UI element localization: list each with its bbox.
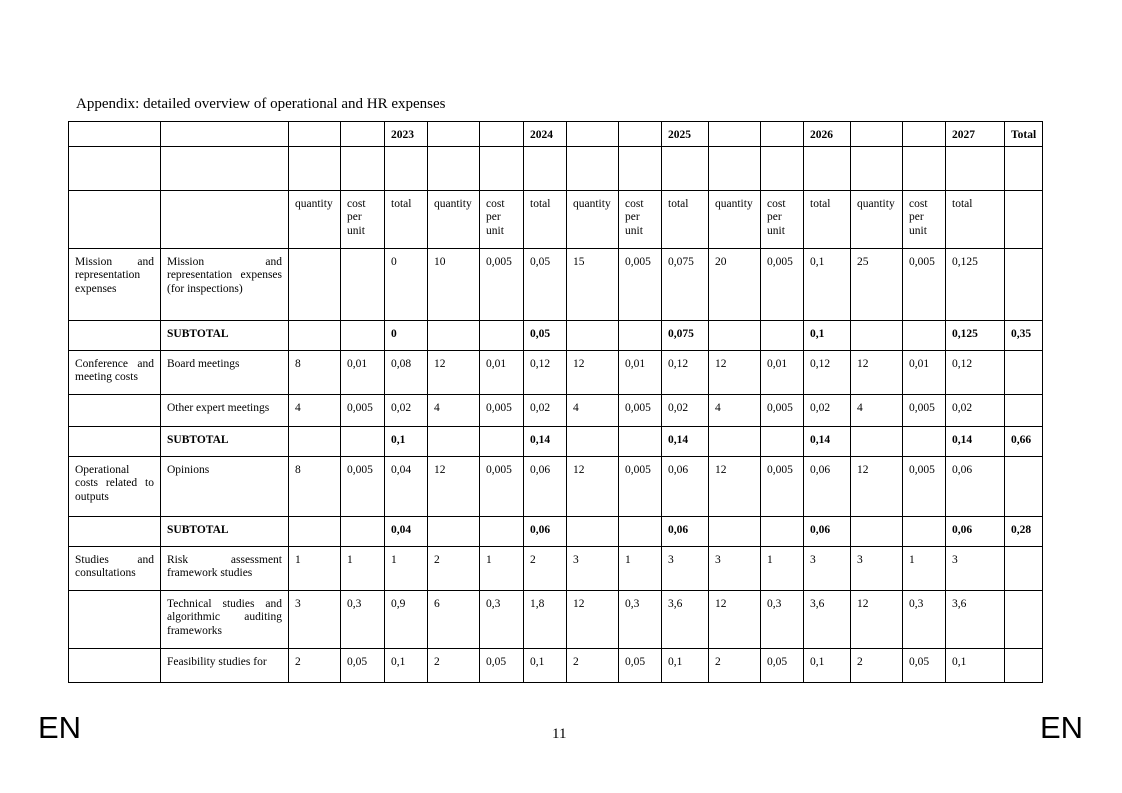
header-empty-cell	[428, 146, 480, 190]
header-empty-cell	[480, 122, 524, 147]
cost-per-unit-cell: 0,01	[619, 350, 662, 394]
cost-per-unit-cell: 0,005	[619, 248, 662, 320]
total-column-header-cell: total	[804, 190, 851, 248]
item-cell: Feasibility studies for	[161, 648, 289, 682]
header-empty-cell	[341, 122, 385, 147]
year-total-cell: 0,12	[946, 350, 1005, 394]
total-column-header-cell: total	[662, 190, 709, 248]
year-header-row	[69, 122, 1043, 147]
row-total-cell	[1005, 648, 1043, 682]
item-cell: Technical studies and algorithmic auditing frameworks	[161, 590, 289, 648]
year-header-cell: 2027	[946, 122, 1005, 147]
year-total-cell: 0,1	[804, 248, 851, 320]
header-empty-cell	[69, 190, 161, 248]
cost-per-unit-cell: 0,01	[903, 350, 946, 394]
cost-per-unit-cell	[341, 320, 385, 350]
cost-per-unit-cell	[903, 320, 946, 350]
year-total-cell: 0,05	[524, 248, 567, 320]
year-total-cell: 0,02	[524, 394, 567, 426]
header-empty-cell	[289, 122, 341, 147]
cost-per-unit-cell: 0,3	[761, 590, 804, 648]
year-total-cell: 0,1	[946, 648, 1005, 682]
cost-per-unit-header-cell: cost per unit	[761, 190, 804, 248]
year-total-cell: 0,14	[804, 426, 851, 456]
cost-per-unit-cell	[761, 320, 804, 350]
quantity-cell	[709, 426, 761, 456]
year-total-cell: 3,6	[946, 590, 1005, 648]
expense-row	[69, 546, 1043, 590]
item-cell: Mission and representation expenses (for inspections)	[161, 248, 289, 320]
header-empty-cell	[567, 146, 619, 190]
expenses-table	[68, 121, 1043, 683]
category-cell	[69, 516, 161, 546]
year-header-cell: 2025	[662, 122, 709, 147]
category-cell	[69, 320, 161, 350]
year-total-cell: 1	[385, 546, 428, 590]
year-total-cell: 0,02	[662, 394, 709, 426]
subtotal-label-cell: SUBTOTAL	[161, 320, 289, 350]
cost-per-unit-cell: 0,05	[341, 648, 385, 682]
year-total-cell: 0,1	[385, 648, 428, 682]
cost-per-unit-cell	[903, 426, 946, 456]
cost-per-unit-cell: 0,3	[903, 590, 946, 648]
quantity-cell	[567, 426, 619, 456]
row-total-cell	[1005, 456, 1043, 516]
quantity-cell: 4	[709, 394, 761, 426]
expense-row	[69, 248, 1043, 320]
cost-per-unit-cell: 0,05	[761, 648, 804, 682]
page-title: Appendix: detailed overview of operational and HR expenses	[76, 96, 446, 112]
cost-per-unit-cell: 0,005	[619, 394, 662, 426]
cost-per-unit-cell: 0,01	[480, 350, 524, 394]
language-code-right: EN	[1040, 710, 1084, 745]
header-empty-cell	[1005, 146, 1043, 190]
quantity-cell: 4	[289, 394, 341, 426]
quantity-cell: 2	[567, 648, 619, 682]
header-empty-cell	[851, 122, 903, 147]
header-empty-cell	[662, 146, 709, 190]
year-total-cell: 0,1	[804, 648, 851, 682]
category-cell	[69, 648, 161, 682]
cost-per-unit-cell	[341, 516, 385, 546]
quantity-cell	[289, 248, 341, 320]
language-code-left: EN	[38, 710, 82, 745]
cost-per-unit-cell	[761, 516, 804, 546]
cost-per-unit-cell: 1	[761, 546, 804, 590]
quantity-cell: 12	[567, 456, 619, 516]
quantity-cell	[289, 516, 341, 546]
year-total-cell: 0,14	[946, 426, 1005, 456]
quantity-cell: 4	[567, 394, 619, 426]
expense-row	[69, 394, 1043, 426]
cost-per-unit-cell	[619, 426, 662, 456]
year-total-cell: 0,125	[946, 320, 1005, 350]
header-empty-cell	[709, 146, 761, 190]
quantity-cell: 3	[567, 546, 619, 590]
quantity-cell: 12	[851, 590, 903, 648]
cost-per-unit-cell: 0,3	[480, 590, 524, 648]
cost-per-unit-header-cell: cost per unit	[619, 190, 662, 248]
page-number: 11	[552, 726, 567, 742]
header-empty-cell	[69, 146, 161, 190]
cost-per-unit-cell: 0,01	[761, 350, 804, 394]
cost-per-unit-cell: 0,3	[341, 590, 385, 648]
header-empty-cell	[524, 146, 567, 190]
cost-per-unit-cell	[761, 426, 804, 456]
header-empty-cell	[1005, 190, 1043, 248]
year-total-cell: 0,14	[524, 426, 567, 456]
cost-per-unit-cell: 0,05	[903, 648, 946, 682]
year-total-cell: 0,1	[385, 426, 428, 456]
header-empty-cell	[761, 122, 804, 147]
quantity-cell	[851, 320, 903, 350]
cost-per-unit-cell	[619, 516, 662, 546]
quantity-header-cell: quantity	[567, 190, 619, 248]
quantity-cell: 12	[567, 350, 619, 394]
header-empty-cell	[946, 146, 1005, 190]
expense-row	[69, 590, 1043, 648]
cost-per-unit-cell: 0,005	[761, 456, 804, 516]
quantity-cell: 12	[428, 350, 480, 394]
year-total-cell: 0,02	[385, 394, 428, 426]
header-empty-cell	[428, 122, 480, 147]
cost-per-unit-cell: 0,05	[480, 648, 524, 682]
quantity-cell	[428, 516, 480, 546]
year-total-cell: 0,12	[662, 350, 709, 394]
cost-per-unit-header-cell: cost per unit	[480, 190, 524, 248]
header-empty-cell	[903, 146, 946, 190]
quantity-cell: 1	[289, 546, 341, 590]
row-total-cell	[1005, 394, 1043, 426]
cost-per-unit-cell: 0,005	[480, 248, 524, 320]
year-total-cell: 0,14	[662, 426, 709, 456]
header-empty-cell	[567, 122, 619, 147]
item-cell: Other expert meetings	[161, 394, 289, 426]
quantity-cell	[567, 516, 619, 546]
year-total-cell: 0,02	[946, 394, 1005, 426]
year-total-cell: 3,6	[662, 590, 709, 648]
subtotal-row	[69, 320, 1043, 350]
quantity-cell: 3	[709, 546, 761, 590]
year-total-cell: 0,125	[946, 248, 1005, 320]
year-total-cell: 0	[385, 320, 428, 350]
cost-per-unit-cell: 1	[341, 546, 385, 590]
quantity-cell: 2	[289, 648, 341, 682]
year-total-cell: 0,06	[524, 456, 567, 516]
expense-row	[69, 648, 1043, 682]
quantity-cell	[289, 320, 341, 350]
row-total-cell: 0,66	[1005, 426, 1043, 456]
cost-per-unit-cell	[619, 320, 662, 350]
cost-per-unit-cell	[903, 516, 946, 546]
year-total-cell: 0,12	[804, 350, 851, 394]
subtotal-row	[69, 426, 1043, 456]
quantity-cell: 12	[851, 350, 903, 394]
header-empty-cell	[761, 146, 804, 190]
quantity-cell: 4	[428, 394, 480, 426]
expense-row	[69, 350, 1043, 394]
cost-per-unit-cell: 0,005	[619, 456, 662, 516]
year-total-cell: 0,06	[662, 516, 709, 546]
quantity-cell: 12	[851, 456, 903, 516]
cost-per-unit-cell: 0,005	[903, 394, 946, 426]
quantity-cell: 12	[709, 590, 761, 648]
quantity-cell: 10	[428, 248, 480, 320]
quantity-cell: 2	[428, 546, 480, 590]
cost-per-unit-cell: 0,005	[903, 248, 946, 320]
cost-per-unit-cell: 0,3	[619, 590, 662, 648]
quantity-cell: 20	[709, 248, 761, 320]
year-total-cell: 0,075	[662, 320, 709, 350]
year-total-cell: 0,1	[662, 648, 709, 682]
total-header-cell: Total	[1005, 122, 1043, 147]
year-total-cell: 0,04	[385, 516, 428, 546]
subtotal-row	[69, 516, 1043, 546]
column-header-row	[69, 190, 1043, 248]
cost-per-unit-cell: 0,005	[761, 394, 804, 426]
quantity-cell: 6	[428, 590, 480, 648]
year-total-cell: 0,06	[946, 456, 1005, 516]
quantity-cell	[289, 426, 341, 456]
quantity-cell: 2	[428, 648, 480, 682]
quantity-cell	[428, 426, 480, 456]
category-cell: Studies and consultations	[69, 546, 161, 590]
quantity-cell	[851, 426, 903, 456]
header-empty-cell	[804, 146, 851, 190]
year-total-cell: 0,04	[385, 456, 428, 516]
cost-per-unit-cell: 0,005	[903, 456, 946, 516]
year-total-cell: 0,1	[804, 320, 851, 350]
year-total-cell: 3,6	[804, 590, 851, 648]
category-cell: Operational costs related to outputs	[69, 456, 161, 516]
expenses-table-body	[69, 122, 1043, 683]
category-cell	[69, 590, 161, 648]
quantity-cell	[851, 516, 903, 546]
quantity-header-cell: quantity	[709, 190, 761, 248]
row-total-cell: 0,35	[1005, 320, 1043, 350]
header-empty-cell	[903, 122, 946, 147]
cost-per-unit-cell	[480, 516, 524, 546]
quantity-cell: 12	[709, 350, 761, 394]
year-header-cell: 2024	[524, 122, 567, 147]
cost-per-unit-cell: 0,005	[341, 394, 385, 426]
quantity-cell	[709, 320, 761, 350]
quantity-cell: 8	[289, 350, 341, 394]
total-column-header-cell: total	[524, 190, 567, 248]
cost-per-unit-cell: 0,005	[341, 456, 385, 516]
header-empty-cell	[480, 146, 524, 190]
row-total-cell	[1005, 248, 1043, 320]
cost-per-unit-header-cell: cost per unit	[903, 190, 946, 248]
year-total-cell: 0,12	[524, 350, 567, 394]
quantity-header-cell: quantity	[851, 190, 903, 248]
year-total-cell: 0,075	[662, 248, 709, 320]
year-total-cell: 1,8	[524, 590, 567, 648]
category-cell	[69, 394, 161, 426]
cost-per-unit-cell: 1	[903, 546, 946, 590]
row-total-cell	[1005, 590, 1043, 648]
cost-per-unit-cell: 0,005	[480, 456, 524, 516]
quantity-cell: 25	[851, 248, 903, 320]
cost-per-unit-cell	[341, 248, 385, 320]
quantity-cell: 4	[851, 394, 903, 426]
header-empty-cell	[161, 190, 289, 248]
header-empty-cell	[341, 146, 385, 190]
cost-per-unit-cell: 0,005	[480, 394, 524, 426]
row-total-cell	[1005, 546, 1043, 590]
header-empty-cell	[289, 146, 341, 190]
cost-per-unit-header-cell: cost per unit	[341, 190, 385, 248]
quantity-header-cell: quantity	[289, 190, 341, 248]
year-total-cell: 3	[946, 546, 1005, 590]
header-spacer-row	[69, 146, 1043, 190]
cost-per-unit-cell	[341, 426, 385, 456]
year-total-cell: 0,9	[385, 590, 428, 648]
category-cell: Mission and representation expenses	[69, 248, 161, 320]
subtotal-label-cell: SUBTOTAL	[161, 426, 289, 456]
row-total-cell	[1005, 350, 1043, 394]
cost-per-unit-cell	[480, 320, 524, 350]
year-total-cell: 0,06	[804, 516, 851, 546]
total-column-header-cell: total	[946, 190, 1005, 248]
year-total-cell: 0,05	[524, 320, 567, 350]
year-total-cell: 3	[662, 546, 709, 590]
header-empty-cell	[619, 146, 662, 190]
quantity-cell: 8	[289, 456, 341, 516]
subtotal-label-cell: SUBTOTAL	[161, 516, 289, 546]
cost-per-unit-cell: 0,005	[761, 248, 804, 320]
cost-per-unit-cell: 0,01	[341, 350, 385, 394]
cost-per-unit-cell: 0,05	[619, 648, 662, 682]
year-total-cell: 0,02	[804, 394, 851, 426]
quantity-cell	[567, 320, 619, 350]
header-empty-cell	[619, 122, 662, 147]
quantity-cell: 3	[289, 590, 341, 648]
quantity-cell: 15	[567, 248, 619, 320]
category-cell	[69, 426, 161, 456]
quantity-cell: 12	[709, 456, 761, 516]
quantity-cell: 2	[851, 648, 903, 682]
quantity-header-cell: quantity	[428, 190, 480, 248]
header-empty-cell	[709, 122, 761, 147]
row-total-cell: 0,28	[1005, 516, 1043, 546]
cost-per-unit-cell: 1	[480, 546, 524, 590]
quantity-cell: 3	[851, 546, 903, 590]
quantity-cell: 2	[709, 648, 761, 682]
category-cell: Conference and meeting costs	[69, 350, 161, 394]
header-empty-cell	[385, 146, 428, 190]
total-column-header-cell: total	[385, 190, 428, 248]
year-total-cell: 0,06	[662, 456, 709, 516]
year-header-cell: 2026	[804, 122, 851, 147]
year-total-cell: 0,08	[385, 350, 428, 394]
header-empty-cell	[161, 122, 289, 147]
expense-row	[69, 456, 1043, 516]
item-cell: Board meetings	[161, 350, 289, 394]
year-total-cell: 0,1	[524, 648, 567, 682]
item-cell: Risk assessment framework studies	[161, 546, 289, 590]
year-total-cell: 3	[804, 546, 851, 590]
cost-per-unit-cell: 1	[619, 546, 662, 590]
year-total-cell: 0,06	[524, 516, 567, 546]
year-total-cell: 0,06	[946, 516, 1005, 546]
item-cell: Opinions	[161, 456, 289, 516]
header-empty-cell	[69, 122, 161, 147]
year-total-cell: 2	[524, 546, 567, 590]
quantity-cell	[709, 516, 761, 546]
cost-per-unit-cell	[480, 426, 524, 456]
header-empty-cell	[851, 146, 903, 190]
year-header-cell: 2023	[385, 122, 428, 147]
year-total-cell: 0,06	[804, 456, 851, 516]
header-empty-cell	[161, 146, 289, 190]
quantity-cell	[428, 320, 480, 350]
quantity-cell: 12	[567, 590, 619, 648]
year-total-cell: 0	[385, 248, 428, 320]
quantity-cell: 12	[428, 456, 480, 516]
